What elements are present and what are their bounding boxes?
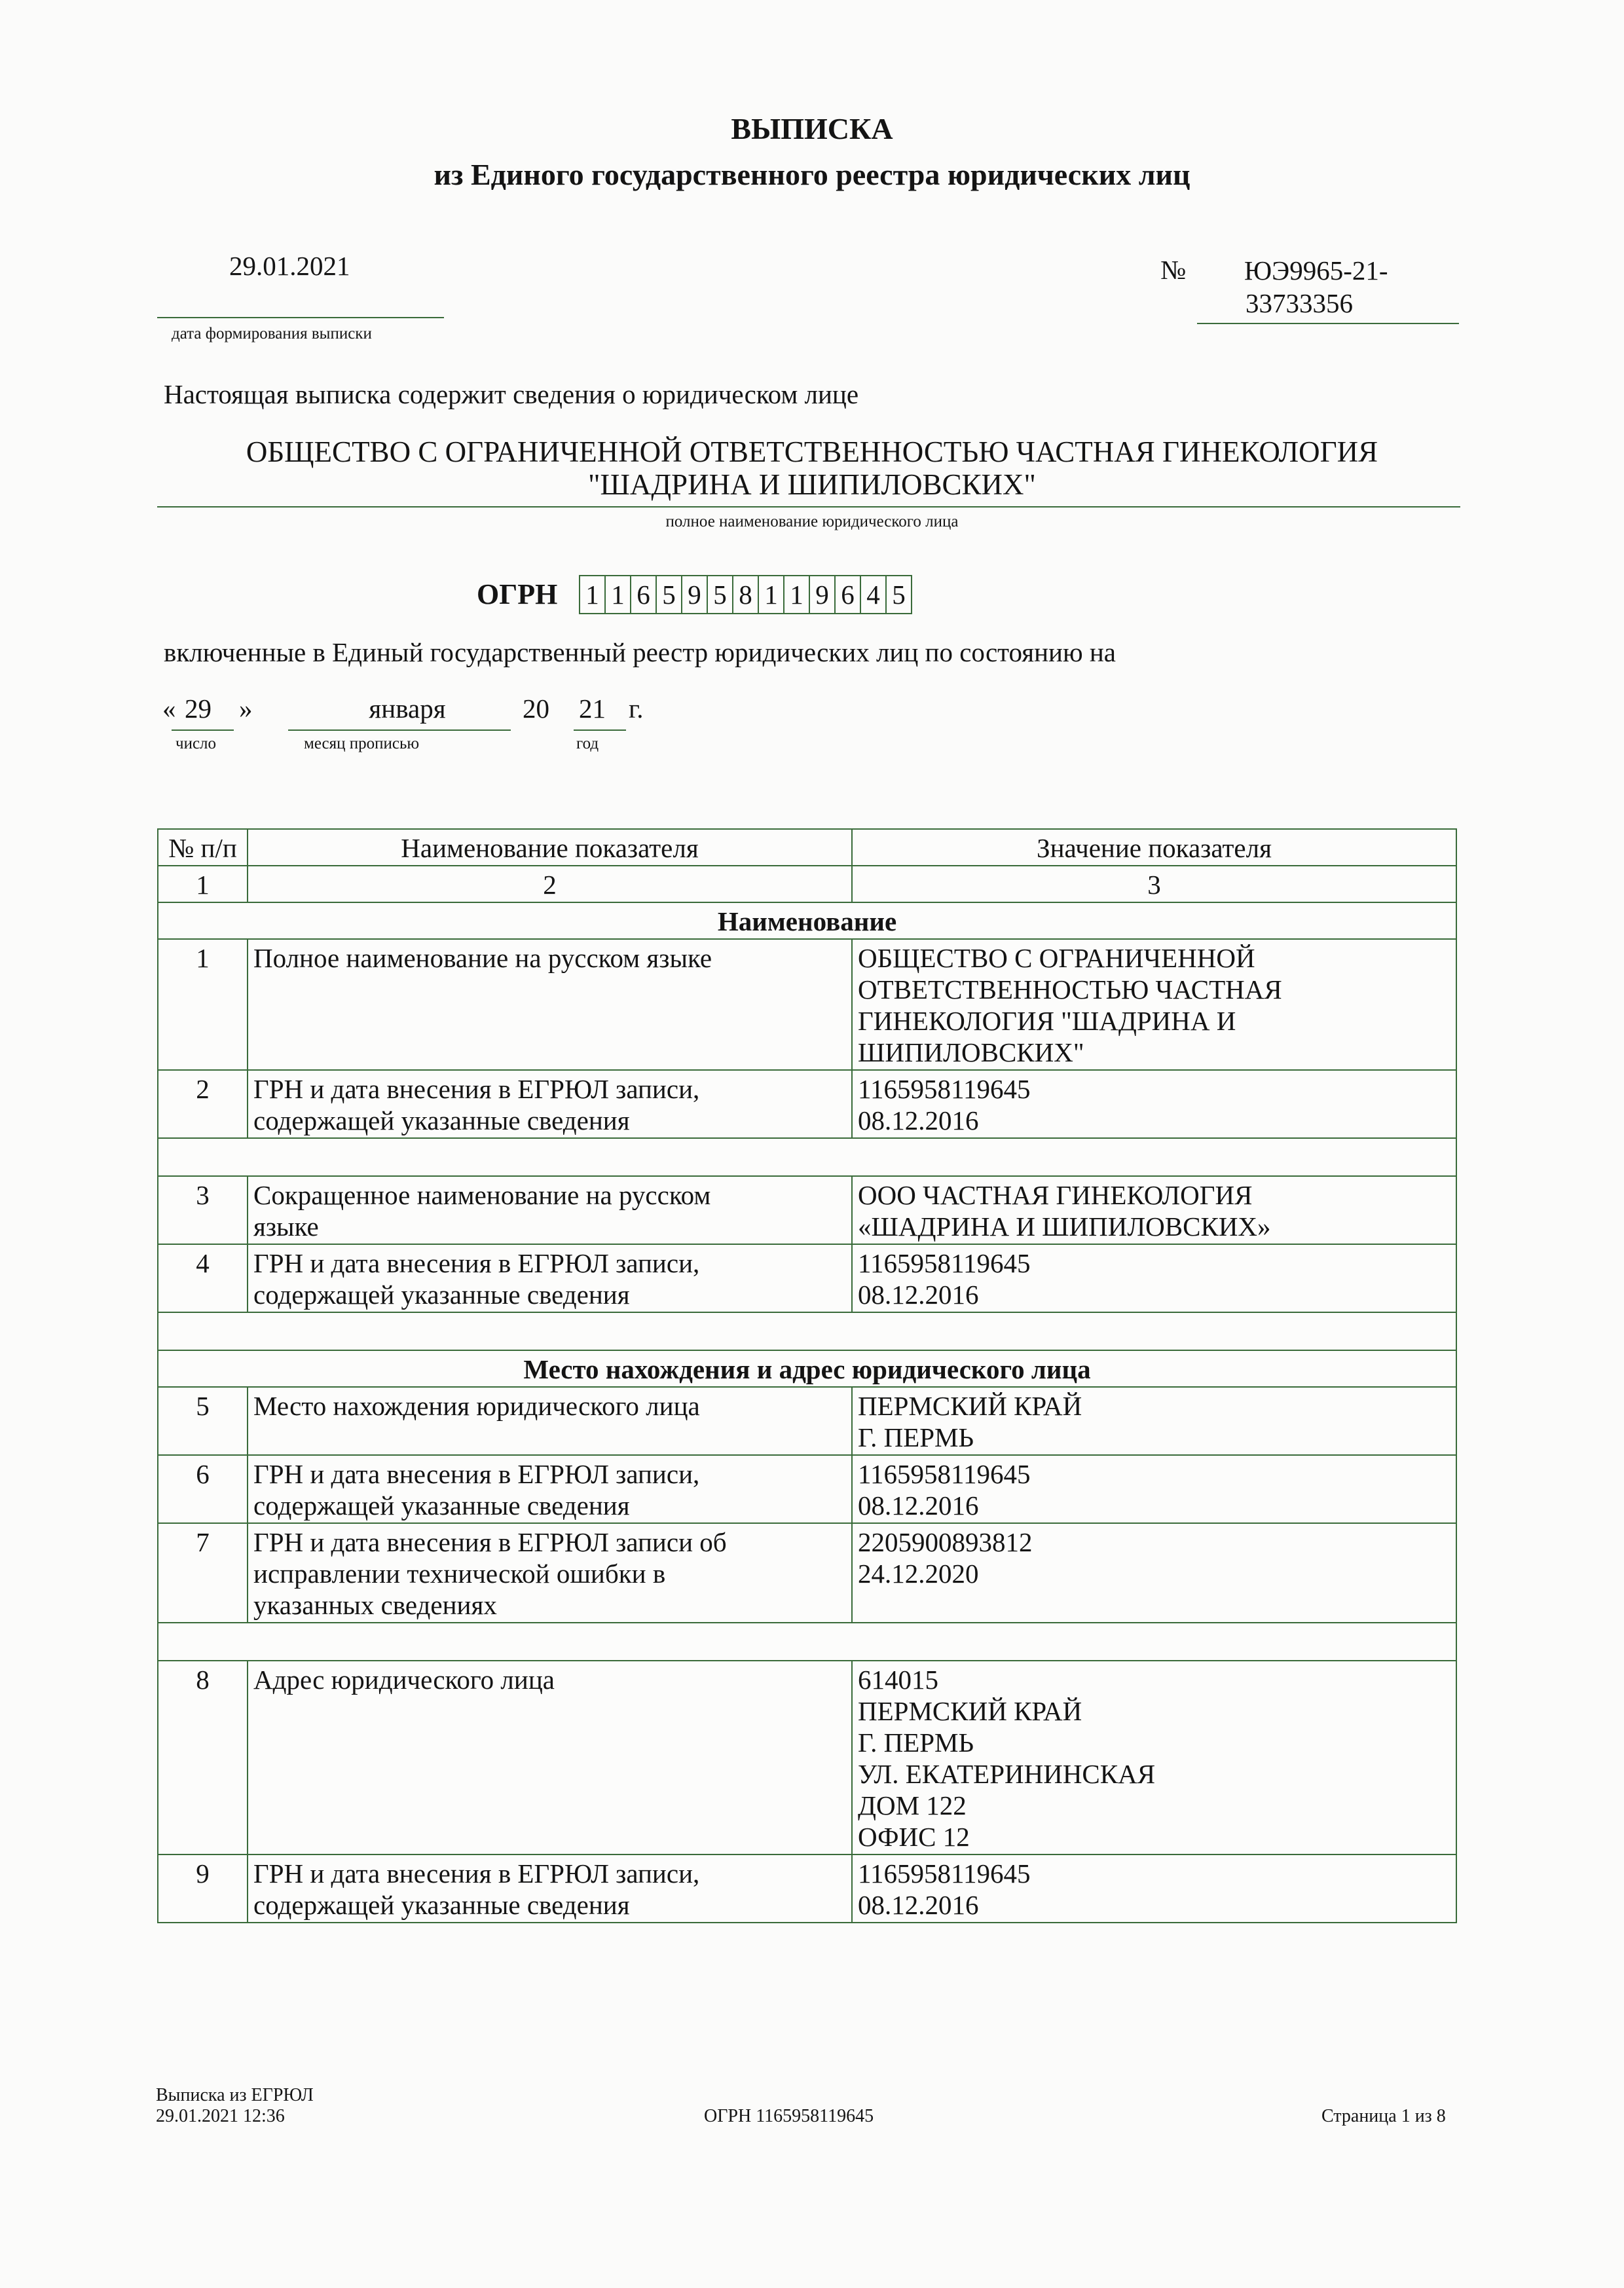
ogrn-digit: 6 [834,575,861,614]
row-value: 1165958119645 08.12.2016 [852,1070,1456,1138]
state-year: 21 [579,693,606,724]
year-caption: год [576,735,599,752]
ogrn-digit: 5 [885,575,912,614]
table-header-row [158,829,1456,866]
footer-left [156,2085,314,2127]
row-indicator: ГРН и дата внесения в ЕГРЮЛ записи, содержащей указанные сведения [248,1455,852,1523]
row-indicator: Место нахождения юридического лица [248,1387,852,1455]
formation-date-caption: дата формирования выписки [172,325,372,342]
separator-cell [158,1623,1456,1661]
footer-doc-name: Выписка из ЕГРЮЛ [156,2085,314,2105]
row-number: 6 [158,1455,248,1523]
table-row [158,1854,1456,1923]
day-caption: число [175,735,217,752]
row-indicator: Сокращенное наименование на русском языке [248,1176,852,1244]
column-number-row [158,866,1456,902]
table-row [158,1455,1456,1523]
document-subtitle: из Единого государственного реестра юридических лиц [434,158,1190,191]
number-sign: № [1160,255,1187,285]
entity-full-name [157,435,1467,501]
separator-row [158,1138,1456,1176]
extract-number-line2: 33733356 [1246,288,1353,318]
ogrn-label: ОГРН [477,578,558,610]
year-suffix: г. [629,693,644,724]
close-quote: » [239,693,253,724]
separator-row [158,1312,1456,1350]
row-number: 7 [158,1523,248,1623]
full-name-caption: полное наименование юридического лица [665,513,959,530]
section-row [158,902,1456,939]
table-row [158,1244,1456,1312]
row-value: ОБЩЕСТВО С ОГРАНИЧЕННОЙ ОТВЕТСТВЕННОСТЬЮ ЧАСТНАЯ ГИНЕКОЛОГИЯ "ШАДРИНА И ШИПИЛОВСКИХ" [852,939,1456,1070]
register-table [157,828,1457,1923]
row-indicator: ГРН и дата внесения в ЕГРЮЛ записи, содержащей указанные сведения [248,1244,852,1312]
section-address-title: Место нахождения и адрес юридического лица [158,1350,1456,1387]
row-indicator: ГРН и дата внесения в ЕГРЮЛ записи, содержащей указанные сведения [248,1070,852,1138]
row-number: 9 [158,1854,248,1923]
state-month: января [369,693,446,724]
date-underline [157,317,444,318]
ogrn-digit: 1 [604,575,631,614]
table-row [158,1176,1456,1244]
number-underline [1197,323,1459,324]
year-underline [574,729,626,731]
ogrn-digit: 1 [783,575,810,614]
intro-text: Настоящая выписка содержит сведения о юридическом лице [164,379,859,409]
table-row [158,1070,1456,1138]
row-indicator: ГРН и дата внесения в ЕГРЮЛ записи, содержащей указанные сведения [248,1854,852,1923]
extract-number-line1: ЮЭ9965-21- [1244,255,1388,286]
row-number: 3 [158,1176,248,1244]
col-number-1: 1 [158,866,248,902]
footer-page-number: Страница 1 из 8 [1321,2106,1446,2126]
included-text: включенные в Единый государственный реестр юридических лиц по состоянию на [164,637,1116,667]
header-indicator-value: Значение показателя [852,829,1456,866]
month-underline [288,729,511,731]
row-value: ПЕРМСКИЙ КРАЙ Г. ПЕРМЬ [852,1387,1456,1455]
state-century: 20 [523,693,549,724]
ogrn-digit-boxes [579,575,911,614]
open-quote: « [162,693,176,724]
section-row [158,1350,1456,1387]
row-indicator: Адрес юридического лица [248,1661,852,1854]
table-row [158,1661,1456,1854]
document-title: ВЫПИСКА [731,112,893,145]
row-indicator: ГРН и дата внесения в ЕГРЮЛ записи об исправлении технической ошибки в указанных сведениях [248,1523,852,1623]
section-name-title: Наименование [158,902,1456,939]
entity-full-name-line2: "ШАДРИНА И ШИПИЛОВСКИХ" [588,468,1036,501]
separator-row [158,1623,1456,1661]
separator-cell [158,1312,1456,1350]
row-number: 5 [158,1387,248,1455]
footer-ogrn: ОГРН 1165958119645 [704,2106,874,2126]
ogrn-digit: 6 [630,575,657,614]
separator-cell [158,1138,1456,1176]
row-number: 1 [158,939,248,1070]
ogrn-digit: 9 [681,575,708,614]
row-value: ООО ЧАСТНАЯ ГИНЕКОЛОГИЯ «ШАДРИНА И ШИПИЛОВСКИХ» [852,1176,1456,1244]
col-number-3: 3 [852,866,1456,902]
extract-number [1244,254,1388,320]
header-number: № п/п [158,829,248,866]
ogrn-digit: 4 [860,575,887,614]
row-number: 8 [158,1661,248,1854]
day-underline [172,729,234,731]
table-row [158,1387,1456,1455]
table-row [158,939,1456,1070]
row-number: 4 [158,1244,248,1312]
month-caption: месяц прописью [304,735,420,752]
entity-full-name-line1: ОБЩЕСТВО С ОГРАНИЧЕННОЙ ОТВЕТСТВЕННОСТЬЮ ЧАСТНАЯ ГИНЕКОЛОГИЯ [246,435,1378,468]
footer-timestamp: 29.01.2021 12:36 [156,2106,285,2126]
row-value: 1165958119645 08.12.2016 [852,1244,1456,1312]
ogrn-digit: 8 [732,575,759,614]
row-value: 2205900893812 24.12.2020 [852,1523,1456,1623]
row-indicator: Полное наименование на русском языке [248,939,852,1070]
state-day: 29 [185,693,212,724]
row-value: 1165958119645 08.12.2016 [852,1854,1456,1923]
col-number-2: 2 [248,866,852,902]
row-number: 2 [158,1070,248,1138]
ogrn-digit: 5 [655,575,682,614]
row-value: 1165958119645 08.12.2016 [852,1455,1456,1523]
header-indicator-name: Наименование показателя [248,829,852,866]
ogrn-digit: 5 [707,575,733,614]
full-name-underline [157,506,1460,507]
ogrn-digit: 9 [809,575,836,614]
ogrn-digit: 1 [758,575,784,614]
ogrn-digit: 1 [579,575,606,614]
formation-date: 29.01.2021 [229,251,350,281]
row-value: 614015 ПЕРМСКИЙ КРАЙ Г. ПЕРМЬ УЛ. ЕКАТЕРИНИНСКАЯ ДОМ 122 ОФИС 12 [852,1661,1456,1854]
table-row [158,1523,1456,1623]
